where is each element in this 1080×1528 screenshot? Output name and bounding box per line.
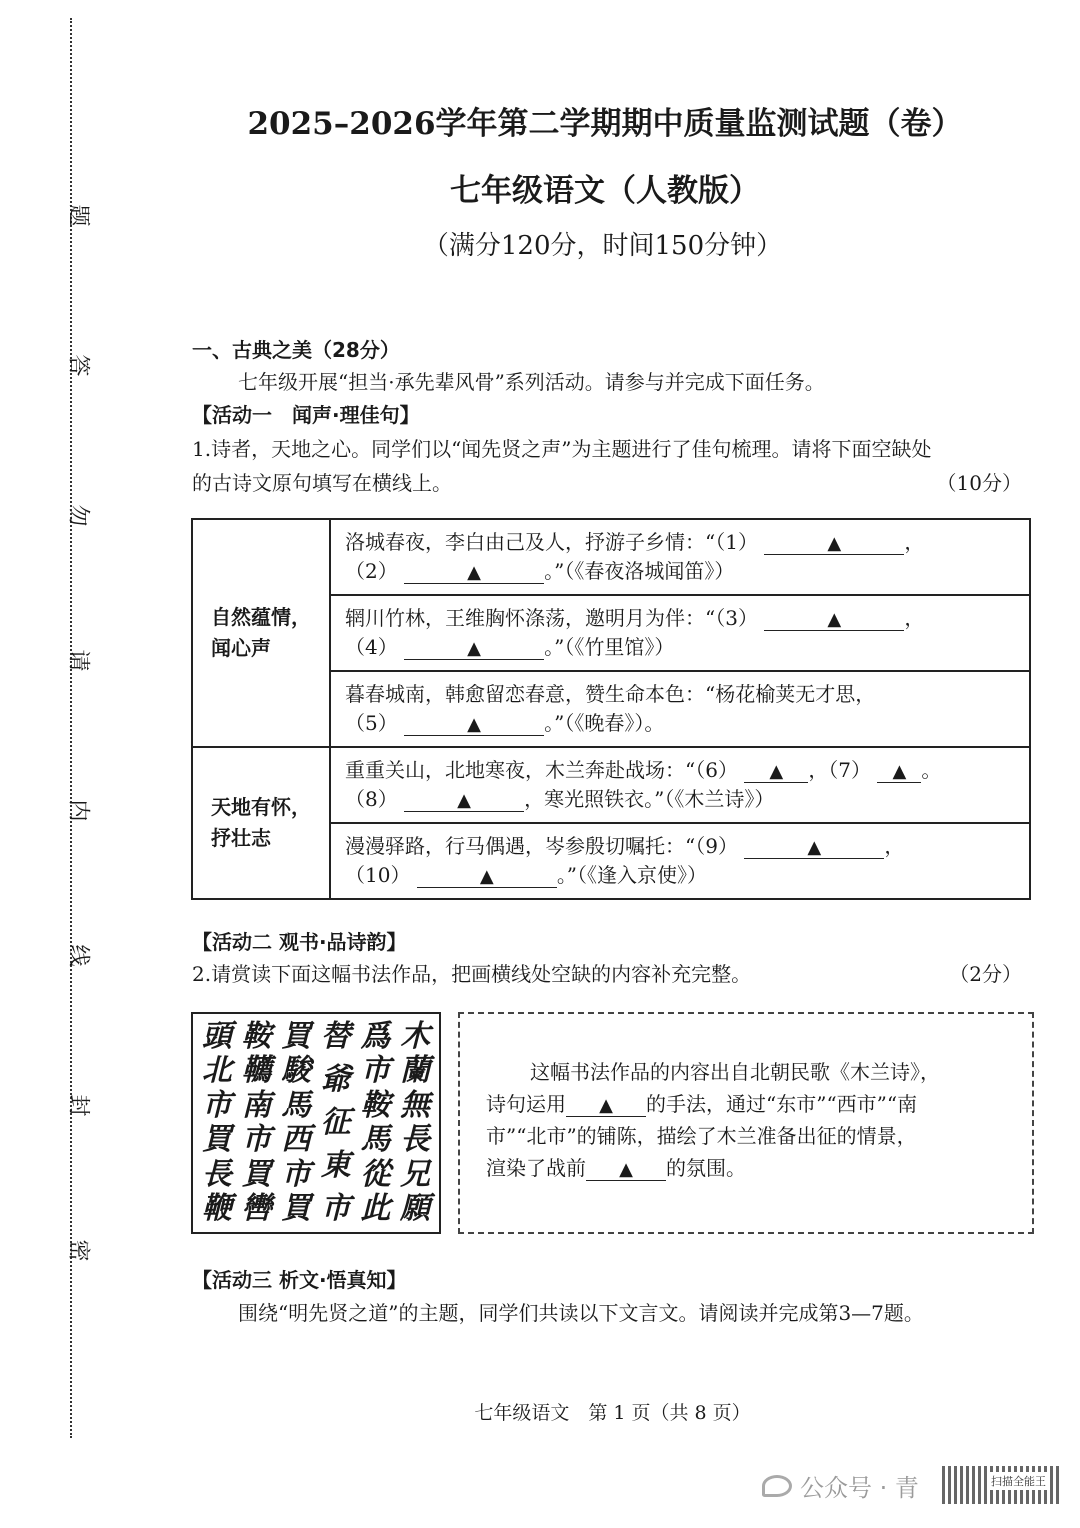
triangle-icon: ▲ [619, 1159, 633, 1180]
calligraphy-char: 長 [400, 1122, 431, 1158]
poem-fill-table [191, 518, 1031, 900]
watermark-text: 公众号 · 青 [800, 1474, 919, 1502]
wechat-icon [762, 1475, 792, 1497]
calligraphy-char: 兄 [400, 1156, 431, 1192]
triangle-icon: ▲ [457, 790, 472, 811]
calligraphy-column [360, 1020, 390, 1226]
activity-one-heading: 【活动一 闻声·理佳句】 [192, 403, 420, 427]
seal-char: 答 [65, 354, 91, 377]
answer-blank[interactable] [566, 1094, 646, 1117]
calligraphy-char: 韉 [241, 1053, 272, 1089]
calligraphy-char: 木 [400, 1019, 431, 1054]
answer-blank[interactable] [404, 789, 524, 812]
qr-label: 扫描全能王 [988, 1472, 1049, 1490]
calligraphy-char: 市 [201, 1087, 232, 1123]
section-intro: 七年级开展“担当·承先辈风骨”系列活动。请参与并完成下面任务。 [238, 370, 825, 394]
answer-blank[interactable] [586, 1158, 666, 1181]
exam-title: 2025–2026学年第二学期期中质量监测试题（卷） [247, 106, 963, 142]
table-row: 辋川竹林，王维胸怀涤荡，邀明月为伴：“（3） ▲ ， （4） ▲ 。”（《竹里馆》） [330, 595, 1030, 671]
triangle-icon: ▲ [769, 761, 784, 782]
calligraphy-char: 買 [201, 1122, 232, 1158]
row-text: 辋川竹林，王维胸怀涤荡，邀明月为伴：“（3） [345, 606, 758, 630]
calligraphy-char: 買 [281, 1190, 312, 1226]
calligraphy-char: 買 [281, 1019, 312, 1054]
calligraphy-char: 頭 [201, 1019, 232, 1054]
seal-char: 内 [65, 799, 91, 822]
note-line: 这幅书法作品的内容出自北朝民歌《木兰诗》， [530, 1060, 940, 1084]
calligraphy-char: 駿 [281, 1053, 312, 1089]
triangle-icon: ▲ [467, 562, 482, 583]
calligraphy-char: 西 [281, 1122, 312, 1158]
calligraphy-column [281, 1020, 311, 1226]
calligraphy-char: 馬 [360, 1122, 391, 1158]
answer-blank[interactable] [417, 865, 557, 888]
exam-subtitle: 七年级语文（人教版） [450, 173, 760, 209]
calligraphy-char: 市 [360, 1053, 391, 1089]
note-line: 市”“北市”的铺陈，描绘了木兰准备出征的情景， [486, 1124, 917, 1148]
table-group-label: 自然蕴情， 闻心声 [192, 519, 330, 747]
calligraphy-char: 爺 [320, 1062, 351, 1097]
seal-char: 题 [65, 204, 91, 227]
calligraphy-char: 征 [320, 1105, 351, 1140]
triangle-icon: ▲ [479, 866, 494, 887]
table-group-label: 天地有怀， 抒壮志 [192, 747, 330, 899]
row-text: 重重关山，北地寒夜，木兰奔赴战场：“（6） [345, 758, 738, 782]
answer-blank[interactable] [404, 637, 544, 660]
calligraphy-char: 鞍 [360, 1087, 391, 1123]
watermark [762, 1468, 919, 1503]
activity-two-heading: 【活动二 观书·品诗韵】 [192, 930, 407, 954]
calligraphy-char: 爲 [360, 1019, 391, 1054]
seal-char: 勿 [65, 504, 91, 527]
calligraphy-artwork [191, 1012, 441, 1234]
section-heading: 一、古典之美（28分） [192, 338, 400, 362]
exam-info: （满分120分，时间150分钟） [422, 231, 783, 261]
question-1-score: （10分） [936, 471, 1022, 495]
note-line: 诗句运用 ▲ 的手法，通过“东市”“西市”“南 [486, 1092, 918, 1116]
calligraphy-column [241, 1020, 271, 1226]
seal-char: 封 [65, 1094, 91, 1117]
activity-three-intro: 围绕“明先贤之道”的主题，同学们共读以下文言文。请阅读并完成第3—7题。 [238, 1301, 924, 1325]
calligraphy-char: 市 [320, 1191, 351, 1226]
table-row: 漫漫驿路，行马偶遇，岑参殷切嘱托：“（9） ▲ ， （10） ▲ 。”（《逢入京使》） [330, 823, 1030, 899]
calligraphy-char: 此 [360, 1190, 391, 1226]
calligraphy-char: 北 [201, 1053, 232, 1089]
calligraphy-char: 長 [201, 1156, 232, 1192]
answer-blank[interactable] [404, 713, 544, 736]
calligraphy-char: 鞭 [201, 1190, 232, 1226]
answer-blank[interactable] [764, 608, 904, 631]
calligraphy-column [400, 1020, 430, 1226]
triangle-icon: ▲ [892, 761, 907, 782]
triangle-icon: ▲ [827, 609, 842, 630]
table-row: 暮春城南，韩愈留恋春意，赞生命本色：“杨花榆荚无才思， （5） ▲ 。”（《晚春》）。 [330, 671, 1030, 747]
calligraphy-char: 鞍 [241, 1019, 272, 1054]
answer-blank[interactable] [744, 760, 808, 783]
note-line: 渲染了战前 ▲ 的氛围。 [486, 1156, 746, 1180]
answer-blank[interactable] [744, 836, 884, 859]
triangle-icon: ▲ [807, 837, 822, 858]
activity-three-heading: 【活动三 析文·悟真知】 [192, 1268, 407, 1292]
calligraphy-char: 轡 [241, 1190, 272, 1226]
calligraphy-char: 蘭 [400, 1053, 431, 1089]
triangle-icon: ▲ [827, 533, 842, 554]
row-text: 暮春城南，韩愈留恋春意，赞生命本色：“杨花榆荚无才思， [345, 682, 876, 706]
calligraphy-column [321, 1020, 351, 1226]
calligraphy-char: 市 [281, 1156, 312, 1192]
table-row: 洛城春夜，李白由己及人，抒游子乡情：“（1） ▲ ， （2） ▲ 。”（《春夜洛城闻笛》） [330, 519, 1030, 595]
seal-char: 请 [65, 649, 91, 672]
table-row: 重重关山，北地寒夜，木兰奔赴战场：“（6） ▲ ，（7） ▲ 。 （8） ▲ ，寒光照铁衣。”（《木兰诗》） [330, 747, 1030, 823]
calligraphy-char: 願 [400, 1190, 431, 1226]
calligraphy-char: 買 [241, 1156, 272, 1192]
question-2-score: （2分） [949, 962, 1022, 986]
triangle-icon: ▲ [599, 1095, 613, 1116]
row-text: 漫漫驿路，行马偶遇，岑参殷切嘱托：“（9） [345, 834, 738, 858]
question-1-text: 1.诗者，天地之心。同学们以“闻先贤之声”为主题进行了佳句梳理。请将下面空缺处 [192, 437, 932, 461]
calligraphy-char: 替 [320, 1019, 351, 1054]
calligraphy-column [202, 1020, 232, 1226]
answer-blank[interactable] [764, 532, 904, 555]
calligraphy-char: 馬 [281, 1087, 312, 1123]
calligraphy-char: 市 [241, 1122, 272, 1158]
row-text: 洛城春夜，李白由己及人，抒游子乡情：“（1） [345, 530, 758, 554]
triangle-icon: ▲ [467, 714, 482, 735]
answer-blank[interactable] [877, 760, 921, 783]
calligraphy-char: 東 [320, 1148, 351, 1183]
seal-char: 线 [65, 944, 91, 967]
question-1-text-cont: 的古诗文原句填写在横线上。 [192, 471, 452, 495]
page-footer: 七年级语文 第 1 页（共 8 页） [474, 1402, 751, 1424]
question-2-text: 2.请赏读下面这幅书法作品，把画横线处空缺的内容补充完整。 [192, 962, 752, 986]
seal-char: 密 [65, 1239, 91, 1262]
calligraphy-char: 南 [241, 1087, 272, 1123]
triangle-icon: ▲ [467, 638, 482, 659]
calligraphy-char: 從 [360, 1156, 391, 1192]
calligraphy-note-box [458, 1012, 1034, 1234]
calligraphy-char: 無 [400, 1087, 431, 1123]
answer-blank[interactable] [404, 561, 544, 584]
